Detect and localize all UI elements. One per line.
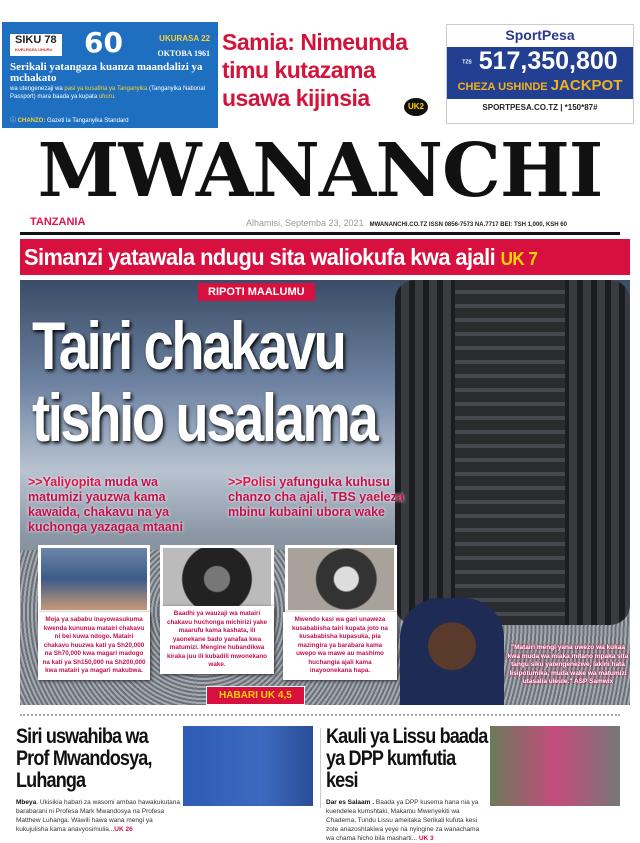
teaser-headline[interactable]: Samia: Nimeunda timu kutazama usawa kijinsia	[222, 29, 408, 111]
tire-shop-photo	[38, 545, 150, 613]
promo-date: OKTOBA 1961	[157, 49, 210, 58]
ad-cta: CHEZA USHINDE JACKPOT	[457, 77, 623, 94]
caption-2: Baadhi ya wauzaji wa matairi chakavu huchonga michirizi yake maarufu kama kashata, ili yaonekane bado yanafaa kwa matumizi. Mengine hubandikwa kiraka juu ili kubadili mwonekano wake.	[160, 606, 274, 674]
more-news-link[interactable]: HABARI UK 4,5	[206, 686, 305, 705]
story-mwandosya[interactable]	[16, 726, 206, 834]
professors-photo	[183, 726, 313, 806]
teaser-page-badge: UK2	[404, 98, 428, 116]
section-divider	[20, 714, 620, 716]
sportpesa-logo: SportPesa	[505, 27, 575, 43]
sixty-years-logo: 60	[84, 26, 123, 59]
burst-tire-photo	[285, 545, 397, 613]
ad-url: SPORTPESA.CO.TZ | *150*87#	[482, 103, 598, 112]
promo-body: wa utengenezaji wa pasi ya kusafiria ya Tanganyika (Tanganyika National Passport) mara baada ya kupata uhuru.	[10, 86, 206, 100]
promo-title: Serikali yatangaza kuanza maandalizi ya mchakato	[10, 61, 203, 84]
lead-story[interactable]	[20, 280, 630, 705]
masthead-title: MWANANCHI	[37, 128, 603, 214]
tire-tread	[455, 280, 565, 625]
story-headline: Siri uswahiba wa Prof Mwandosya, Luhanga	[16, 725, 152, 792]
info-icon: ⓘ	[10, 118, 18, 124]
days-counter-badge: SIKU 78 KUELEKEA UHURU	[10, 34, 62, 56]
lead-subhead-1: >>Yaliyopita muda wa matumizi yauzwa kama kawaida, chakavu na ya kuchonga yazagaa mtaani	[28, 475, 183, 534]
retread-tire-photo	[160, 545, 274, 613]
issue-dateline: Alhamisi, Septemba 23, 2021 MWANANCHI.CO.TZ ISSN 0856-7573 NA.7717 BEI: TSH 1,000, KSH 60	[246, 218, 567, 228]
story-body: Mbeya. Ukisikia habari za wasomi ambao hawakukutana barabarani ni Profesa Mark Mwandosya na Profesa Matthew Luhanga. Wawili hawa wana mengi ya kukujulisha kama anavyosimulia...UK 26	[16, 799, 181, 833]
jackpot-amount: TZS 517,350,800	[462, 47, 618, 75]
column-divider	[320, 728, 321, 808]
promo-source: ⓘ CHANZO: Gazeti la Tanganyika Standard	[10, 118, 129, 124]
asp-samwix-photo	[400, 598, 504, 705]
lissu-photo	[490, 726, 620, 806]
tire-image	[395, 280, 630, 625]
story-headline: Kauli ya Lissu baada ya DPP kumfutia kesi	[326, 725, 488, 792]
edition-label: TANZANIA	[30, 216, 86, 228]
pull-quote: "Matairi mengi yana uwezo wa kukaa kwa muda wa miaka mitano mpaka sita tangu siku yatengenezwe, lakini hata lisipotumika, muda wake wa matumizi utasalia uleule." ASP Samwix	[507, 644, 629, 685]
sportpesa-ad[interactable]	[446, 24, 634, 124]
banner-headline[interactable]: Simanzi yatawala ndugu sita waliokufa kwa ajali UK 7	[20, 239, 630, 275]
uhuru-60-promo[interactable]	[2, 22, 218, 128]
promo-page-ref: UKURASA 22	[159, 34, 210, 43]
special-report-tag: RIPOTI MAALUMU	[198, 283, 315, 301]
caption-1: Moja ya sababu inayowasukuma kwenda kununua matairi chakavu ni bei kuwa ndogo. Matairi chakavu huuzwa kati ya Sh20,000 na Sh70,000 kwa magari madogo na kati ya Sh150,000 na Sh200,000 kwa matairi ya magari makubwa.	[38, 612, 150, 680]
story-body: Dar es Salaam . Baada ya DPP kusema hana nia ya kuendelea kumshtaki, Makamu Mwenyekiti wa Chadema, Tundu Lissu ameitaka Serikali kufuta kesi zote anazoshtakiwa yeye na nyingine za wanachama wa chama hicho bila masharti... UK 3	[326, 799, 480, 842]
lead-subhead-2: >>Polisi yafunguka kuhusu chanzo cha ajali, TBS yaeleza mbinu kubaini ubora wake	[228, 475, 404, 519]
story-lissu[interactable]	[326, 726, 516, 843]
lead-headline: Tairi chakavu tishio usalama	[32, 308, 377, 456]
caption-3: Mwendo kasi wa gari unaweza kusababisha tairi kupata joto na kusababisha kupasuka, pia mazingira ya barabara kama uwepo wa mawe au mashimo huchangia ajali kama inayoonekana hapa.	[283, 612, 397, 680]
masthead-rule	[20, 232, 620, 235]
